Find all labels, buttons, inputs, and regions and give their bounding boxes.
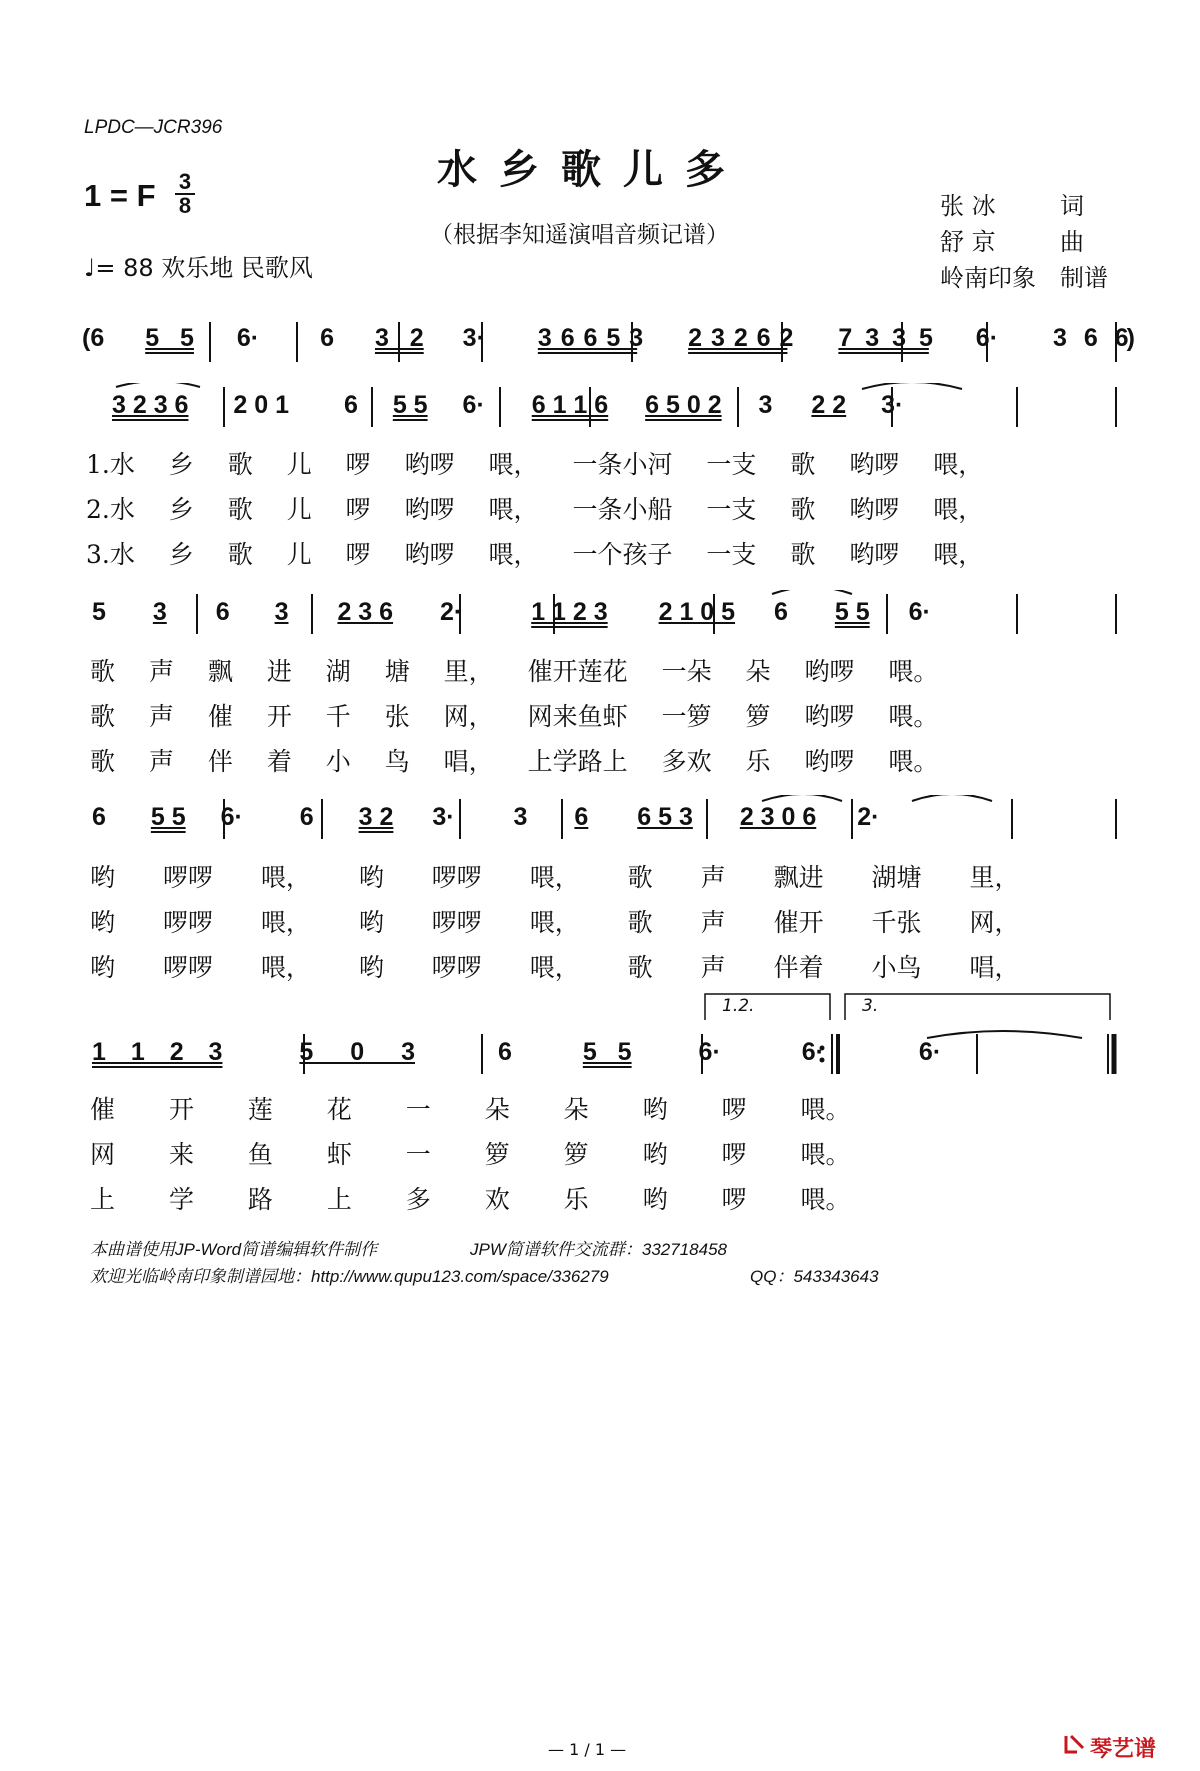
note-group: 3 2	[358, 803, 394, 831]
note-group: 3 2	[374, 324, 424, 352]
note-group: 5 5	[834, 598, 870, 626]
note-group: 1 1 2 3	[531, 598, 608, 626]
lyric-verse-3: 3.水 乡 歌 儿 啰 哟啰 喂， 一个孩子 一支 歌 哟啰 喂，	[86, 540, 984, 569]
note-group: 6	[343, 391, 358, 419]
volta-1-label: 1.2.	[722, 996, 755, 1016]
arranger-name: 岭南印象	[940, 264, 1036, 292]
footer-qq: QQ：543343643	[750, 1267, 879, 1286]
note-group: 3 6 6)	[1052, 324, 1133, 352]
note-group: 6	[92, 803, 106, 831]
notes-row-2	[112, 391, 903, 420]
note-group: 3	[513, 803, 528, 831]
note-group: 5 5	[150, 803, 186, 831]
lyric-verse-2b: 歌 声 催 开 千 张 网， 网来鱼虾 一箩 箩 哟啰 喂。	[90, 702, 939, 731]
footer-group: JPW简谱软件交流群：332718458	[470, 1240, 727, 1259]
tempo-marking	[84, 248, 313, 283]
note-group: 2 3 2 6 2	[688, 324, 788, 352]
notes-row-3	[92, 598, 931, 627]
note-group: 6·	[462, 391, 485, 419]
note-group: 6 5 3	[637, 803, 693, 831]
score-row-2	[82, 383, 1118, 433]
score-code: LPDC—JCR396	[84, 117, 223, 138]
logo-icon	[1063, 1732, 1087, 1756]
time-signature	[175, 171, 195, 217]
note-group: 6	[299, 803, 314, 831]
lyric-verse-1: 1.水 乡 歌 儿 啰 哟啰 喂， 一条小河 一支 歌 哟啰 喂，	[86, 450, 984, 479]
lyric-verse-1b: 歌 声 飘 进 湖 塘 里， 催开莲花 一朵 朵 哟啰 喂。	[90, 657, 939, 686]
note-group: 5 5	[582, 1038, 632, 1066]
note-group: 2·	[857, 803, 880, 831]
note-group: 5 5	[145, 324, 194, 352]
lyric-verse-1d: 催 开 莲 花 一 朵 朵 哟 啰 喂。	[90, 1095, 851, 1124]
note-group: 3·	[432, 803, 455, 831]
note-group: 6·	[698, 1038, 721, 1066]
footer-website[interactable]: 欢迎光临岭南印象制谱园地：http://www.qupu123.com/space/336279	[90, 1267, 609, 1286]
note-group: 3·	[462, 324, 485, 352]
notes-row-5	[92, 1038, 941, 1067]
time-numerator: 3	[178, 169, 192, 194]
score-row-1	[82, 318, 1133, 368]
score-row-3	[82, 590, 1118, 640]
lyric-verse-3c: 哟 啰啰 喂， 哟 啰啰 喂， 歌 声 伴着 小鸟 唱，	[90, 953, 1020, 982]
score-row-5	[82, 1030, 1118, 1080]
note-group: 6·	[220, 803, 243, 831]
note-group: 2·	[440, 598, 463, 626]
note-group: 7 3 3 5	[838, 324, 929, 352]
note-group: 6	[320, 324, 334, 352]
note-group: 5	[92, 598, 106, 626]
lyricist-name: 张 冰	[940, 192, 996, 220]
note-group: 2 0 1	[233, 391, 290, 419]
note-group: 6 1 1 6	[531, 391, 609, 419]
time-denominator: 8	[178, 193, 192, 218]
notes-row-1	[82, 324, 1133, 353]
note-group: 5 5	[392, 391, 428, 419]
composer-name: 舒 京	[940, 228, 996, 256]
note-group: 6·	[801, 1038, 824, 1066]
page-number: — 1 / 1 —	[548, 1740, 627, 1759]
lyric-verse-2d: 网 来 鱼 虾 一 箩 箩 哟 啰 喂。	[90, 1140, 851, 1169]
volta-brackets	[700, 990, 1120, 1030]
watermark-logo: 琴艺谱	[1090, 1737, 1157, 1762]
arranger-role: 制谱	[1060, 264, 1108, 292]
composer-role: 曲	[1060, 228, 1084, 256]
lyricist-role: 词	[1060, 192, 1084, 220]
key-signature: 1 = F	[84, 178, 156, 213]
note-group: 2 1 0 5	[658, 598, 736, 626]
song-subtitle: （根据李知遥演唱音频记谱）	[430, 222, 729, 248]
lyric-verse-3b: 歌 声 伴 着 小 鸟 唱， 上学路上 多欢 乐 哟啰 喂。	[90, 747, 939, 776]
lyric-verse-1c: 哟 啰啰 喂， 哟 啰啰 喂， 歌 声 飘进 湖塘 里，	[90, 863, 1020, 892]
volta-2-label: 3.	[862, 996, 879, 1016]
note-group: 3 2 3 6	[112, 391, 189, 419]
note-group: 1 1 2 3	[92, 1038, 223, 1066]
note-group: 6·	[236, 324, 260, 352]
note-group: 6 5 0 2	[645, 391, 722, 419]
quarter-note-icon: ♩	[84, 254, 96, 282]
note-group: 5 0 3	[299, 1038, 416, 1066]
note-group: 2 3 0 6	[739, 803, 817, 831]
note-group: 2 3 6	[337, 598, 394, 626]
lyric-verse-2: 2.水 乡 歌 儿 啰 哟啰 喂， 一条小船 一支 歌 哟啰 喂，	[86, 495, 984, 524]
note-group: 3	[274, 598, 289, 626]
note-group: 3·	[881, 391, 904, 419]
note-group: 6·	[975, 324, 999, 352]
note-group: 6	[215, 598, 230, 626]
song-title: 水乡歌儿多	[437, 146, 747, 193]
note-group: 2 2	[811, 391, 847, 419]
footer-software-credit: 本曲谱使用JP-Word简谱编辑软件制作	[90, 1240, 378, 1259]
note-group: 3 6 6 5 3	[537, 324, 638, 352]
note-group: (6	[82, 324, 105, 352]
note-group: 3	[152, 598, 167, 626]
note-group: 6	[774, 598, 788, 626]
notes-row-4	[92, 803, 879, 832]
score-row-4	[82, 795, 1118, 845]
tempo-text: = 88 欢乐地 民歌风	[95, 254, 313, 282]
lyric-verse-2c: 哟 啰啰 喂， 哟 啰啰 喂， 歌 声 催开 千张 网，	[90, 908, 1020, 937]
lyric-verse-3d: 上 学 路 上 多 欢 乐 哟 啰 喂。	[90, 1185, 851, 1214]
note-group: 6·	[918, 1038, 942, 1066]
note-group: 3	[758, 391, 773, 419]
note-group: 6	[497, 1038, 512, 1066]
note-group: 6	[574, 803, 589, 831]
note-group: 6·	[908, 598, 931, 626]
